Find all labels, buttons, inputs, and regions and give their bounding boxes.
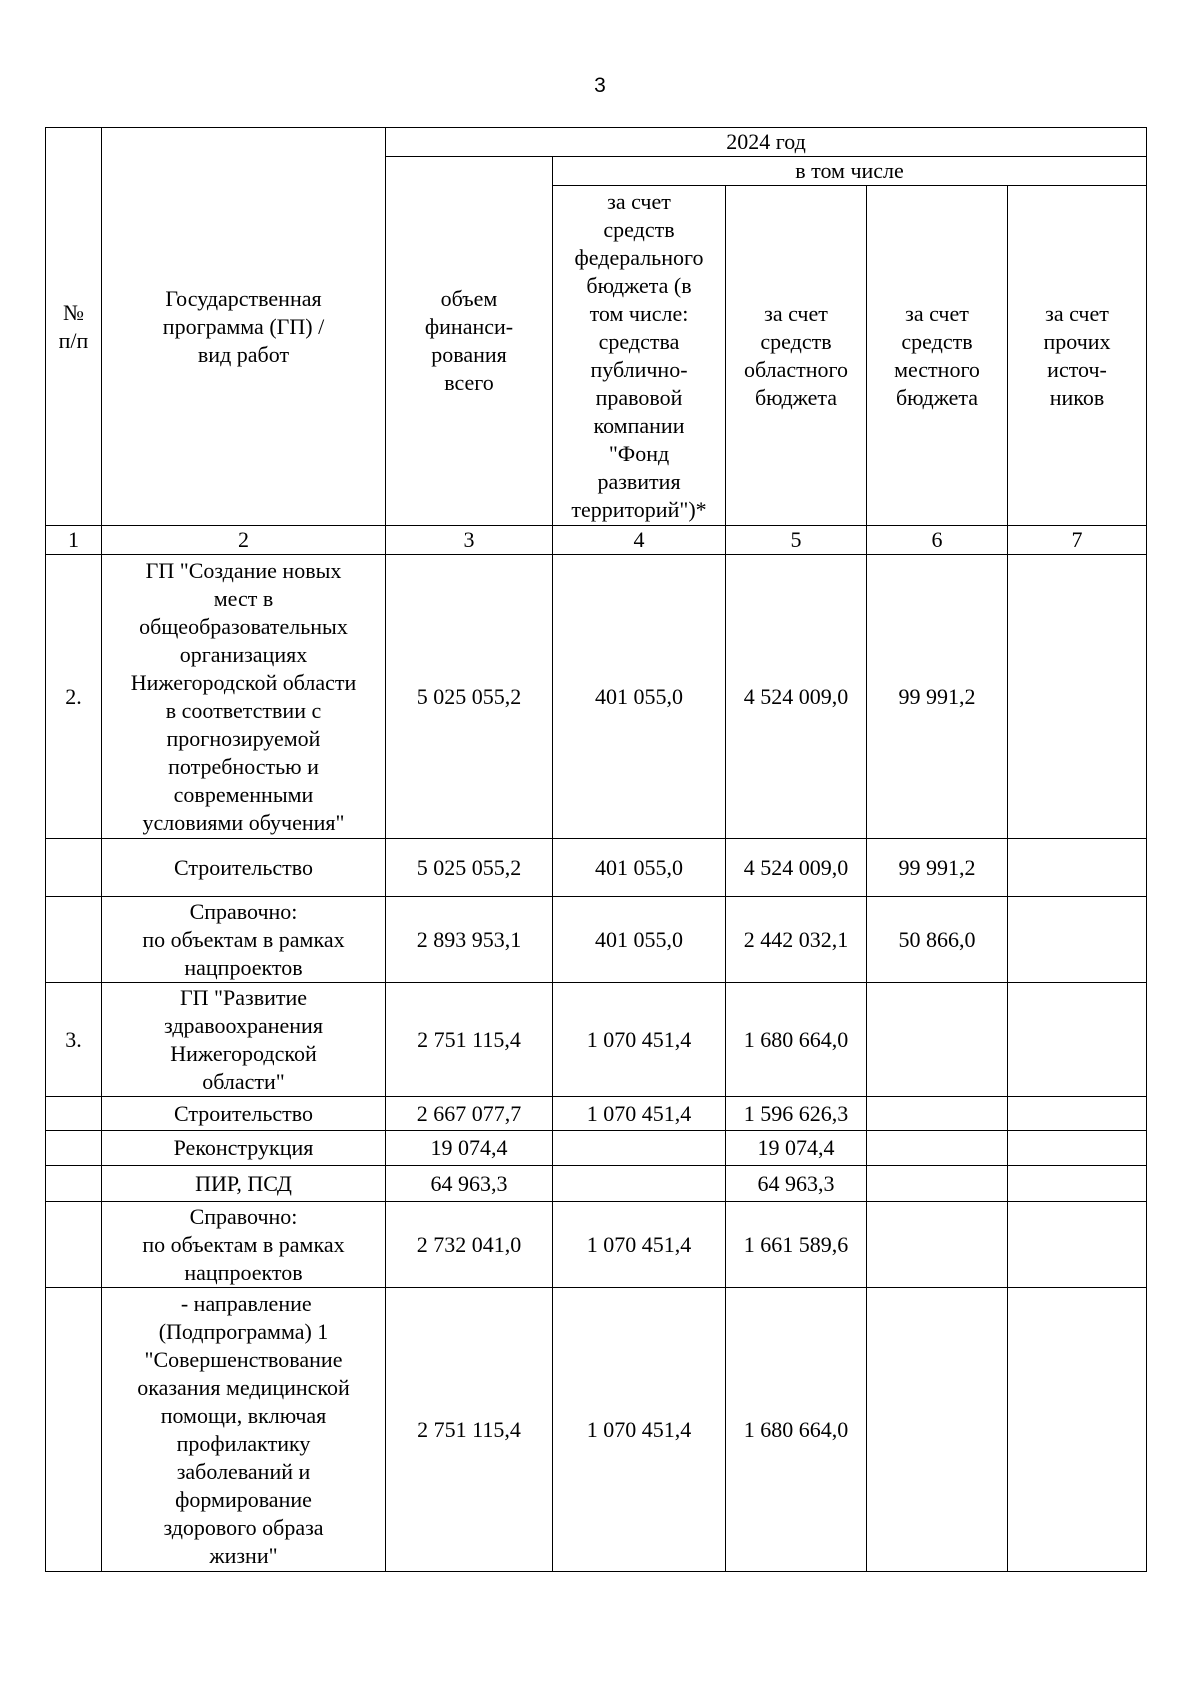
cell-local	[867, 1131, 1008, 1166]
row-number	[46, 1166, 102, 1202]
row-name: Строительство	[102, 1097, 386, 1131]
header-year: 2024 год	[386, 128, 1147, 157]
column-number: 3	[386, 526, 553, 555]
cell-other	[1008, 839, 1147, 897]
header-including: в том числе	[553, 157, 1147, 186]
cell-total: 5 025 055,2	[386, 839, 553, 897]
header-total: объем финанси- рования всего	[386, 157, 553, 526]
cell-total: 2 751 115,4	[386, 983, 553, 1097]
header-row-year	[46, 128, 1147, 157]
header-num: № п/п	[46, 128, 102, 526]
row-number	[46, 897, 102, 983]
table-row	[46, 1166, 1147, 1202]
cell-local	[867, 1288, 1008, 1572]
cell-other	[1008, 1097, 1147, 1131]
cell-local	[867, 1202, 1008, 1288]
column-number: 6	[867, 526, 1008, 555]
cell-regional: 19 074,4	[726, 1131, 867, 1166]
page-number: 3	[594, 74, 606, 97]
cell-federal	[553, 1131, 726, 1166]
cell-federal: 1 070 451,4	[553, 1202, 726, 1288]
cell-other	[1008, 983, 1147, 1097]
row-number: 2.	[46, 555, 102, 839]
table-row	[46, 555, 1147, 839]
cell-federal	[553, 1166, 726, 1202]
cell-regional: 1 596 626,3	[726, 1097, 867, 1131]
header-other: за счет прочих источ- ников	[1008, 186, 1147, 526]
table-row	[46, 983, 1147, 1097]
cell-other	[1008, 1166, 1147, 1202]
table-row	[46, 897, 1147, 983]
cell-other	[1008, 1202, 1147, 1288]
cell-total: 2 751 115,4	[386, 1288, 553, 1572]
table-row	[46, 1288, 1147, 1572]
header-federal: за счет средств федерального бюджета (в том числе: средства публично- правовой компании "Фонд развития территорий")*	[553, 186, 726, 526]
cell-other	[1008, 897, 1147, 983]
row-name: ПИР, ПСД	[102, 1166, 386, 1202]
header-regional: за счет средств областного бюджета	[726, 186, 867, 526]
column-number: 4	[553, 526, 726, 555]
cell-federal: 1 070 451,4	[553, 1097, 726, 1131]
cell-federal: 1 070 451,4	[553, 1288, 726, 1572]
row-number: 3.	[46, 983, 102, 1097]
row-name: ГП "Развитие здравоохранения Нижегородской области"	[102, 983, 386, 1097]
column-number: 7	[1008, 526, 1147, 555]
cell-total: 5 025 055,2	[386, 555, 553, 839]
column-number: 2	[102, 526, 386, 555]
table-row	[46, 839, 1147, 897]
cell-federal: 401 055,0	[553, 555, 726, 839]
header-local: за счет средств местного бюджета	[867, 186, 1008, 526]
cell-total: 2 893 953,1	[386, 897, 553, 983]
cell-federal: 401 055,0	[553, 839, 726, 897]
cell-total: 2 732 041,0	[386, 1202, 553, 1288]
row-number	[46, 1288, 102, 1572]
row-name: Справочно: по объектам в рамках нацпроектов	[102, 897, 386, 983]
row-number	[46, 839, 102, 897]
cell-other	[1008, 1288, 1147, 1572]
cell-local: 99 991,2	[867, 555, 1008, 839]
cell-local	[867, 1097, 1008, 1131]
cell-other	[1008, 1131, 1147, 1166]
row-number	[46, 1131, 102, 1166]
cell-other	[1008, 555, 1147, 839]
cell-regional: 4 524 009,0	[726, 555, 867, 839]
cell-regional: 1 661 589,6	[726, 1202, 867, 1288]
row-name: - направление (Подпрограмма) 1 "Совершенствование оказания медицинской помощи, включая профилактику заболеваний и формирование здорового образа жизни"	[102, 1288, 386, 1572]
cell-total: 19 074,4	[386, 1131, 553, 1166]
cell-total: 64 963,3	[386, 1166, 553, 1202]
table-row	[46, 1131, 1147, 1166]
column-numbers-row	[46, 526, 1147, 555]
cell-local: 50 866,0	[867, 897, 1008, 983]
row-name: ГП "Создание новых мест в общеобразовательных организациях Нижегородской области в соответствии с прогнозируемой потребностью и современными условиями обучения"	[102, 555, 386, 839]
cell-regional: 1 680 664,0	[726, 1288, 867, 1572]
cell-regional: 64 963,3	[726, 1166, 867, 1202]
table-row	[46, 1202, 1147, 1288]
column-number: 5	[726, 526, 867, 555]
cell-local	[867, 1166, 1008, 1202]
cell-local: 99 991,2	[867, 839, 1008, 897]
row-name: Строительство	[102, 839, 386, 897]
table-row	[46, 1097, 1147, 1131]
row-name: Справочно: по объектам в рамках нацпроектов	[102, 1202, 386, 1288]
row-number	[46, 1097, 102, 1131]
row-number	[46, 1202, 102, 1288]
cell-federal: 1 070 451,4	[553, 983, 726, 1097]
cell-regional: 1 680 664,0	[726, 983, 867, 1097]
cell-regional: 2 442 032,1	[726, 897, 867, 983]
cell-regional: 4 524 009,0	[726, 839, 867, 897]
header-program: Государственная программа (ГП) / вид работ	[102, 128, 386, 526]
cell-federal: 401 055,0	[553, 897, 726, 983]
cell-total: 2 667 077,7	[386, 1097, 553, 1131]
row-name: Реконструкция	[102, 1131, 386, 1166]
column-number: 1	[46, 526, 102, 555]
cell-local	[867, 983, 1008, 1097]
budget-table	[45, 127, 1147, 1572]
